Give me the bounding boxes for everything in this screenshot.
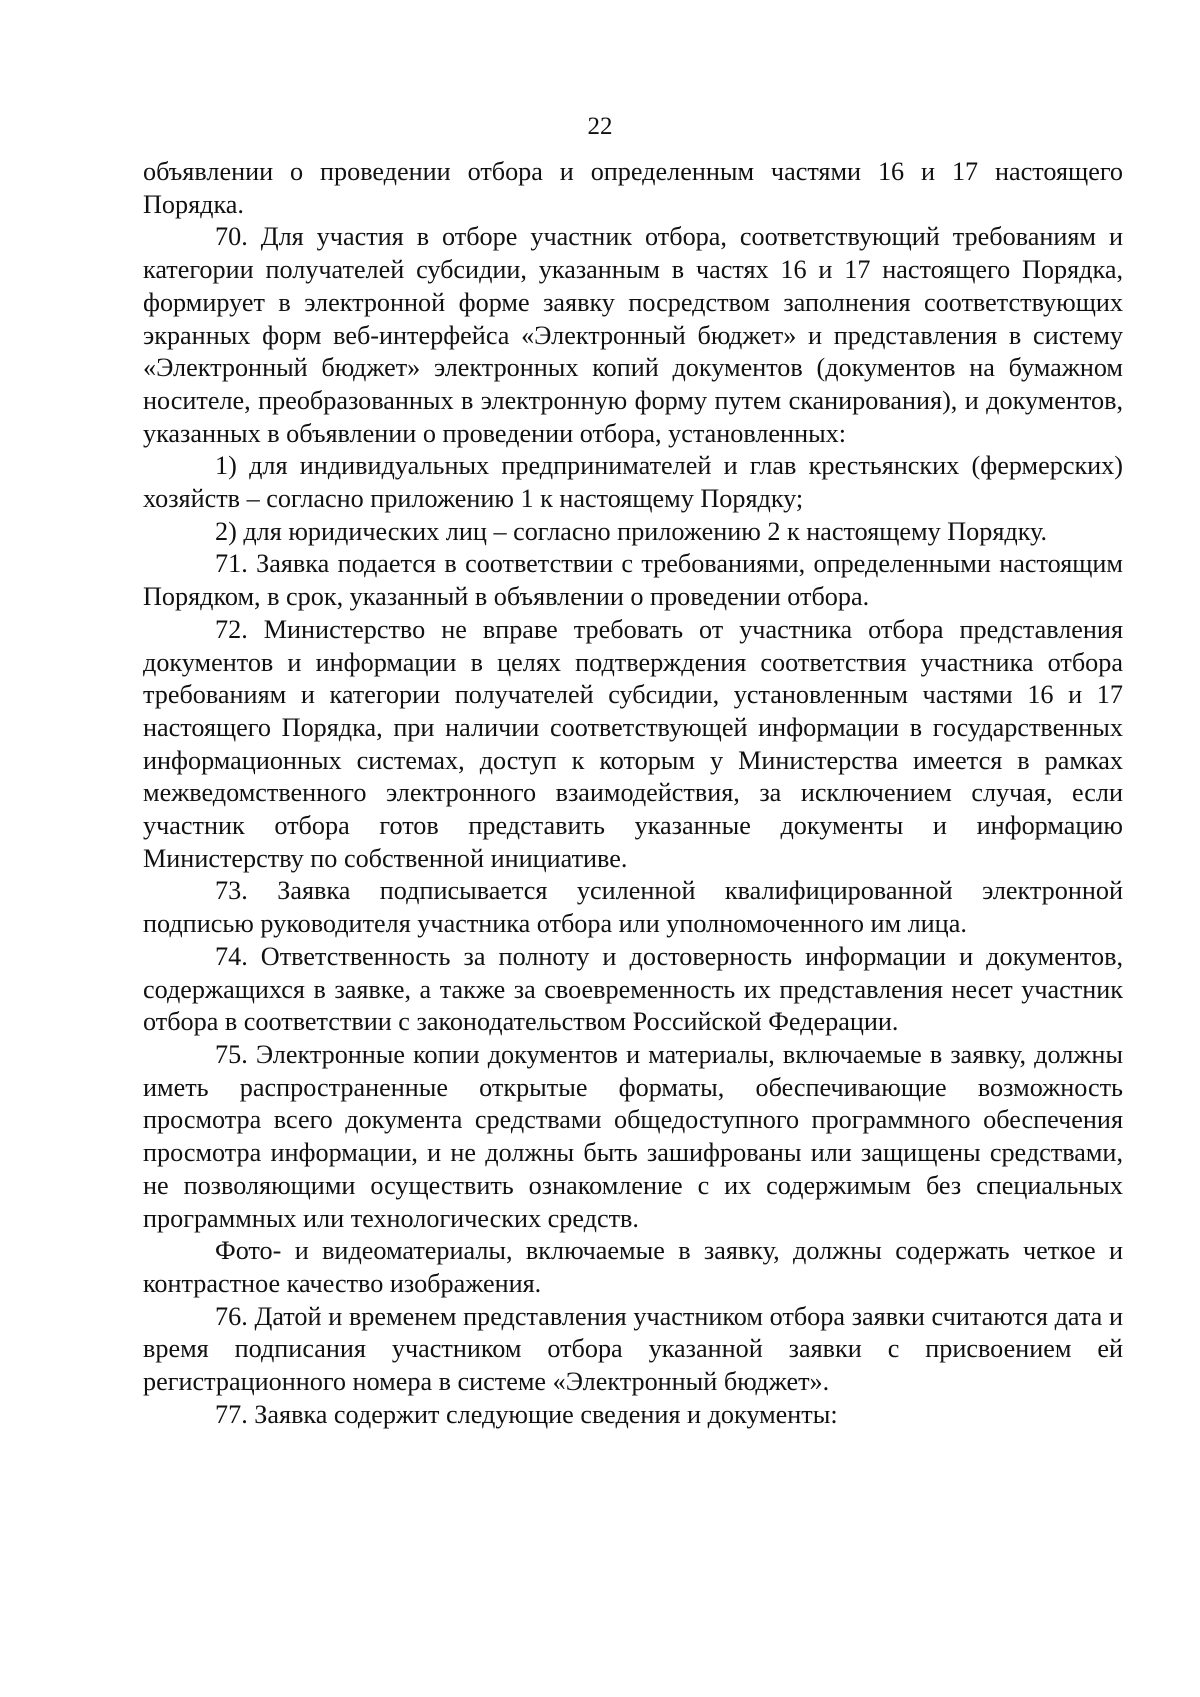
- page-number: 22: [587, 113, 613, 140]
- paragraph-70-item-2: 2) для юридических лиц – согласно приложению 2 к настоящему Порядку.: [215, 516, 1048, 546]
- paragraph-70-item-1: 1) для индивидуальных предпринимателей и глав крестьянских (фермерских) хозяйств – согласно приложению 1 к настоящему Порядку;: [143, 451, 1123, 514]
- paragraph-72: 72. Министерство не вправе требовать от участника отбора представления документов и информации в целях подтверждения соответствия участника отбора требованиям и категории получателей субсидии, установленным частями 16 и 17 настоящего Порядка, при наличии соответствующей информации в государственных информационных системах, доступ к которым у Министерства имеется в рамках межведомственного электронного взаимодействия, за исключением случая, если участник отбора готов представить указанные документы и информацию Министерству по собственной инициативе.: [143, 614, 1123, 873]
- paragraph-75: 75. Электронные копии документов и материалы, включаемые в заявку, должны иметь распространенные открытые форматы, обеспечивающие возможность просмотра всего документа средствами общедоступного программного обеспечения просмотра информации, и не должны быть зашифрованы или защищены средствами, не позволяющими осуществить ознакомление с их содержимым без специальных программных или технологических средств.: [143, 1039, 1123, 1233]
- paragraph-73: 73. Заявка подписывается усиленной квалифицированной электронной подписью руководителя участника отбора или уполномоченного им лица.: [143, 876, 1123, 939]
- paragraph-77: 77. Заявка содержит следующие сведения и документы:: [215, 1399, 838, 1429]
- paragraph-74: 74. Ответственность за полноту и достоверность информации и документов, содержащихся в заявке, а также за своевременность их представления несет участник отбора в соответствии с законодательством Российской Федерации.: [143, 941, 1123, 1037]
- paragraph-71: 71. Заявка подается в соответствии с требованиями, определенными настоящим Порядком, в срок, указанный в объявлении о проведении отбора.: [143, 549, 1123, 612]
- paragraph-continuation: объявлении о проведении отбора и определенным частями 16 и 17 настоящего Порядка.: [143, 157, 1123, 219]
- document-body: [143, 156, 1123, 1431]
- paragraph-75-media: Фото- и видеоматериалы, включаемые в заявку, должны содержать четкое и контрастное качество изображения.: [143, 1236, 1123, 1298]
- paragraph-76: 76. Датой и временем представления участником отбора заявки считаются дата и время подписания участником отбора указанной заявки с присвоением ей регистрационного номера в системе «Электронный бюджет».: [143, 1301, 1123, 1397]
- paragraph-70: 70. Для участия в отборе участник отбора, соответствующий требованиям и категории получателей субсидии, указанным в частях 16 и 17 настоящего Порядка, формирует в электронной форме заявку посредством заполнения соответствующих экранных форм веб-интерфейса «Электронный бюджет» и представления в систему «Электронный бюджет» электронных копий документов (документов на бумажном носителе, преобразованных в электронную форму путем сканирования), и документов, указанных в объявлении о проведении отбора, установленных:: [143, 222, 1123, 448]
